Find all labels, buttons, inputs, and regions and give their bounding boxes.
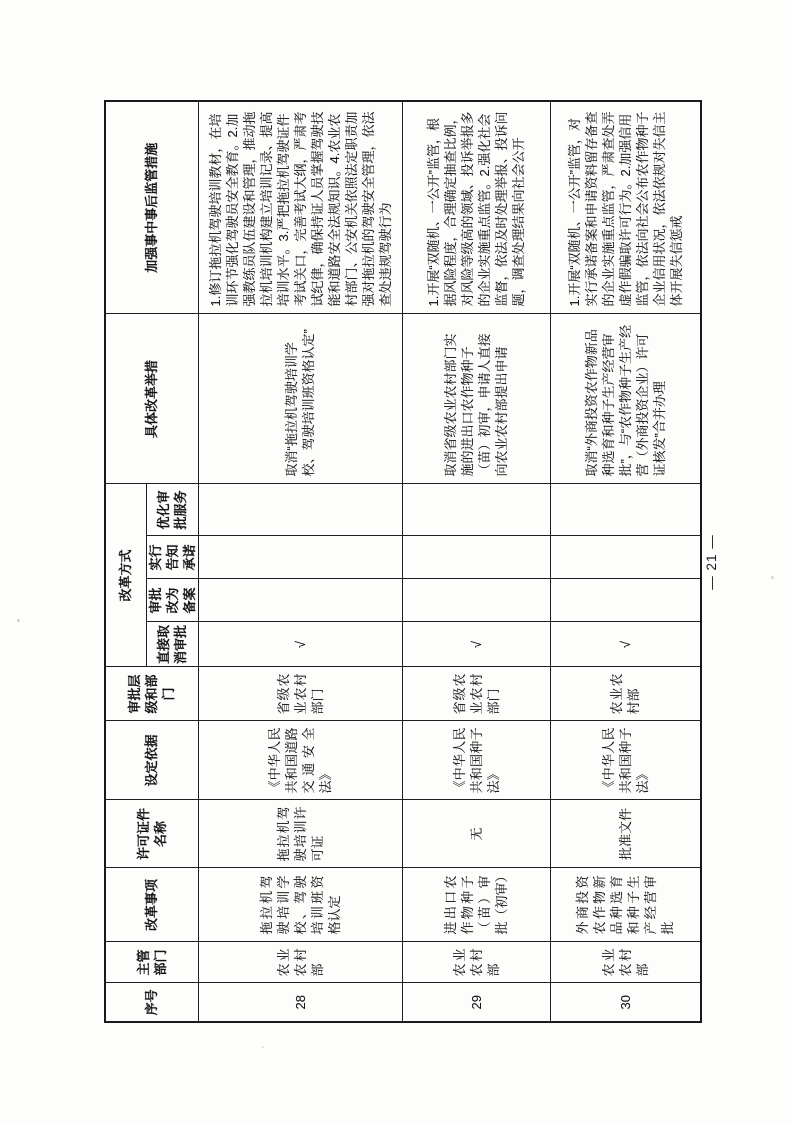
cell-29-serial: 29 <box>402 983 550 1022</box>
cell-30-optimize-empty <box>550 484 701 536</box>
cell-29-optimize-empty <box>402 484 550 536</box>
col-header-change-to-record: 审批改为备案 <box>146 579 198 622</box>
cell-29-reform-item: 进出口农作物种子（苗）审批（初审） <box>402 868 550 942</box>
cell-29-cancel-checkmark: √ <box>402 622 550 667</box>
col-header-legal-basis: 设定依据 <box>105 721 198 800</box>
cell-30-serial: 30 <box>550 983 701 1022</box>
cell-29-department: 农业农村部 <box>402 942 550 983</box>
scan-speck <box>771 576 774 579</box>
col-header-license-name: 许可证件名称 <box>105 800 198 868</box>
cell-30-specific-measures: 取消“外商投资农作物新品种选育和种子生产经营审批”，与“农作物种子生产经营（外商投资企业）许可证核发”合并办理 <box>550 314 701 484</box>
cell-29-approval-level: 省级农业农村部门 <box>402 667 550 721</box>
cell-28-cancel-checkmark: √ <box>198 622 402 667</box>
cell-28-reform-item: 拖拉机驾驶培训学校、驾驶培训班资格认定 <box>198 868 402 942</box>
cell-30-cancel-checkmark: √ <box>550 622 701 667</box>
scan-speck <box>17 619 20 622</box>
col-header-reform-item: 改革事项 <box>105 868 198 942</box>
header-row-main <box>105 101 146 1022</box>
cell-28-license-name: 拖拉机驾驶培训许可证 <box>198 800 402 868</box>
col-header-approval-level: 审批层级和部门 <box>105 667 198 721</box>
table-row-29 <box>402 101 550 1022</box>
col-header-competent-department: 主管部门 <box>105 942 198 983</box>
cell-30-reform-item: 外商投资农作物新品种选育和种子生产经营审批 <box>550 868 701 942</box>
cell-29-commitment-empty <box>402 536 550 579</box>
cell-30-department: 农业农村部 <box>550 942 701 983</box>
scan-speck <box>262 1046 264 1048</box>
cell-30-supervision: 1.开展“双随机、一公开”监管，对实行承诺备案和申请资料留存备查的企业实施重点监管，严肃查处弄虚作假骗取许可行为。2.加强信用监管，依法向社会公布农作物种子企业信用状况，依法依规对失信主体开展失信惩戒 <box>550 101 701 314</box>
cell-30-license-name: 批准文件 <box>550 800 701 868</box>
col-header-specific-measures: 具体改革举措 <box>105 314 198 484</box>
table-row-30 <box>550 101 701 1022</box>
col-header-cancel-approval: 直接取消审批 <box>146 622 198 667</box>
page-number: — 21 — <box>704 534 719 590</box>
cell-29-specific-measures: 取消省级农业农村部门实施的进出口农作物种子（苗）初审，申请人直接向农业农村部提出申请 <box>402 314 550 484</box>
cell-30-approval-level: 农业农村部 <box>550 667 701 721</box>
cell-30-commitment-empty <box>550 536 701 579</box>
col-header-optimize-service: 优化审批服务 <box>146 484 198 536</box>
cell-28-commitment-empty <box>198 536 402 579</box>
cell-30-legal-basis: 《中华人民共和国种子法》 <box>550 721 701 800</box>
cell-28-supervision: 1.修订拖拉机驾驶培训教材，在培训环节强化驾驶员安全教育。2.加强教练员队伍建设和管理，推动拖拉机培训机构建立培训记录、提高培训水平。3.严把拖拉机驾驶证件考试关口，完善考试大纲，严肃考试纪律，确保持证人员掌握驾驶技能和道路安全法规知识。4.农业农村部门、公安机关依照法定职责加强对拖拉机的驾驶安全管理，依法查处违规驾驶行为 <box>198 101 402 314</box>
cell-28-record-empty <box>198 579 402 622</box>
cell-29-record-empty <box>402 579 550 622</box>
cell-28-specific-measures: 取消“拖拉机驾驶培训学校、驾驶培训班资格认定” <box>198 314 402 484</box>
cell-29-legal-basis: 《中华人民共和国种子法》 <box>402 721 550 800</box>
cell-30-record-empty <box>550 579 701 622</box>
table-row-28 <box>198 101 402 1022</box>
cell-29-license-name: 无 <box>402 800 550 868</box>
cell-28-department: 农业农村部 <box>198 942 402 983</box>
cell-28-serial: 28 <box>198 983 402 1022</box>
reform-items-table <box>104 100 702 1023</box>
cell-28-optimize-empty <box>198 484 402 536</box>
col-header-serial: 序号 <box>105 983 198 1022</box>
col-header-reform-mode-group: 改革方式 <box>105 484 146 667</box>
col-header-supervision-measures: 加强事中事后监管措施 <box>105 101 198 314</box>
cell-28-approval-level: 省级农业农村部门 <box>198 667 402 721</box>
col-header-notification-commitment: 实行告知承诺 <box>146 536 198 579</box>
cell-28-legal-basis: 《中华人民共和国道路交通安全法》 <box>198 721 402 800</box>
cell-29-supervision: 1.开展“双随机、一公开”监管，根据风险程度，合理确定抽查比例，对风险等级高的领域、投诉举报多的企业实施重点监管。2.强化社会监督，依法及时处理举报、投诉问题，调查处理结果向社会公开 <box>402 101 550 314</box>
